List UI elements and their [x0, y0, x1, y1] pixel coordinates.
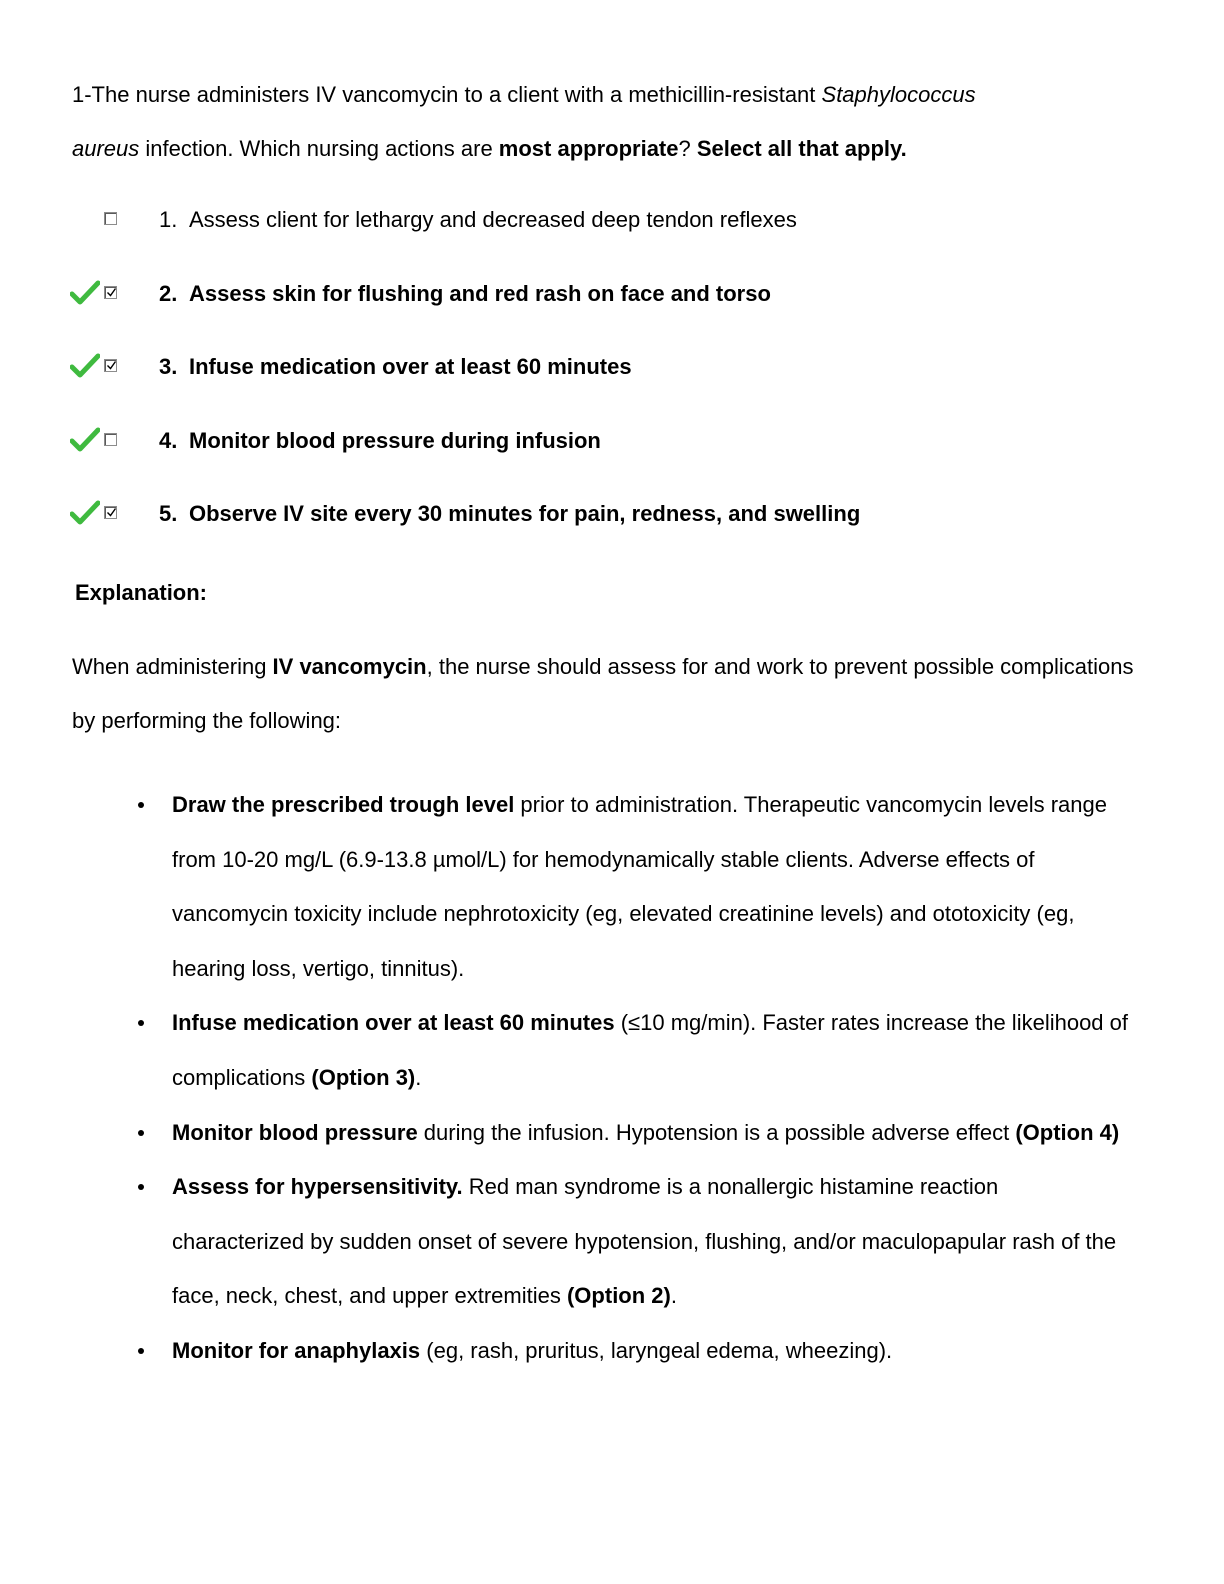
bullet-dot-icon [138, 1130, 144, 1136]
answer-checkbox[interactable] [104, 433, 117, 446]
answer-checkbox[interactable] [104, 506, 117, 519]
bullet-dot-icon [138, 1184, 144, 1190]
answer-option [0, 266, 1224, 340]
option-text: Assess skin for flushing and red rash on face and torso [189, 280, 771, 306]
bullet-tail: . [415, 1064, 422, 1090]
intro-text-before: When administering [72, 654, 273, 679]
answer-options [0, 192, 1224, 560]
explanation-bullet [0, 778, 1132, 996]
option-number: 1. [159, 207, 178, 232]
correct-checkmark-icon [70, 280, 100, 306]
intro-text-after: , the nurse should assess for and work to prevent possible complications by performing the following: [72, 654, 1134, 733]
question-after-emphasis: ? [678, 136, 697, 161]
bullet-lead: Monitor for anaphylaxis [172, 1337, 421, 1363]
bullet-dot-icon [138, 1020, 144, 1026]
option-text: Observe IV site every 30 minutes for pain, redness, and swelling [189, 501, 861, 526]
explanation-bullet [0, 1160, 1132, 1324]
correct-checkmark-icon [70, 500, 100, 526]
bullet-lead: Monitor blood pressure [172, 1119, 418, 1145]
explanation-bullet [0, 1106, 1132, 1161]
correct-checkmark-icon [70, 353, 100, 379]
question-middle: infection. Which nursing actions are [139, 136, 499, 161]
explanation-intro [72, 640, 1152, 748]
bullet-text: during the infusion. Hypotension is a possible adverse effect [417, 1119, 1016, 1145]
bullet-option-ref: (Option 3) [311, 1064, 416, 1090]
explanation-heading: Explanation: [75, 580, 208, 605]
answer-option [0, 339, 1224, 413]
organism-species: aureus [72, 136, 140, 161]
option-text: Monitor blood pressure during infusion [189, 427, 601, 453]
checkbox-tick-icon [106, 360, 117, 371]
option-text: Assess client for lethargy and decreased deep tendon reflexes [189, 207, 797, 232]
answer-option [0, 486, 1224, 560]
option-number: 4. [159, 427, 178, 453]
intro-drug: IV vancomycin [272, 654, 427, 679]
option-number: 5. [159, 501, 178, 526]
organism-genus: Staphylococcus [821, 82, 976, 107]
bullet-option-ref: (Option 4) [1015, 1119, 1120, 1145]
answer-checkbox[interactable] [104, 359, 117, 372]
bullet-text: Red man syndrome is a nonallergic histamine reaction characterized by sudden onset of severe hypotension, flushing, and/or maculopapular rash of the face, neck, chest, and upper extremities [172, 1174, 1117, 1309]
bullet-lead: Assess for hypersensitivity. [172, 1174, 463, 1200]
bullet-tail: . [670, 1283, 677, 1309]
checkbox-tick-icon [106, 287, 117, 298]
checkbox-tick-icon [106, 507, 117, 518]
bullet-dot-icon [138, 802, 144, 808]
bullet-dot-icon [138, 1348, 144, 1354]
question-stem [72, 68, 1152, 176]
option-text: Infuse medication over at least 60 minutes [189, 354, 632, 379]
option-number: 3. [159, 354, 178, 379]
bullet-lead: Infuse medication over at least 60 minutes [172, 1010, 615, 1036]
bullet-text: prior to administration. Therapeutic vancomycin levels range from 10-20 mg/L (6.9-13.8 µmol/L) for hemodynamically stable clients. Adverse effects of vancomycin toxicity include nephrotoxicity (eg, elevated creatinine levels) and ototoxicity (eg, hearing loss, vertigo, tinnitus). [172, 792, 1107, 981]
answer-checkbox[interactable] [104, 212, 117, 225]
answer-checkbox[interactable] [104, 286, 117, 299]
correct-checkmark-icon [70, 427, 100, 453]
question-emphasis: most appropriate [498, 136, 679, 161]
bullet-lead: Draw the prescribed trough level [172, 792, 515, 817]
explanation-bullet [0, 1324, 1132, 1379]
explanation-bullet [0, 996, 1132, 1105]
question-instruction: Select all that apply. [696, 136, 907, 161]
question-prefix: 1-The nurse administers IV vancomycin to a client with a methicillin-resistant [72, 82, 822, 107]
explanation-bullets [0, 778, 1224, 1379]
bullet-option-ref: (Option 2) [566, 1283, 671, 1309]
bullet-text: (≤10 mg/min). Faster rates increase the likelihood of complications [172, 1010, 1128, 1090]
option-number: 2. [159, 280, 178, 306]
answer-option [0, 192, 1224, 266]
answer-option [0, 413, 1224, 487]
bullet-text: (eg, rash, pruritus, laryngeal edema, wheezing). [420, 1337, 893, 1363]
